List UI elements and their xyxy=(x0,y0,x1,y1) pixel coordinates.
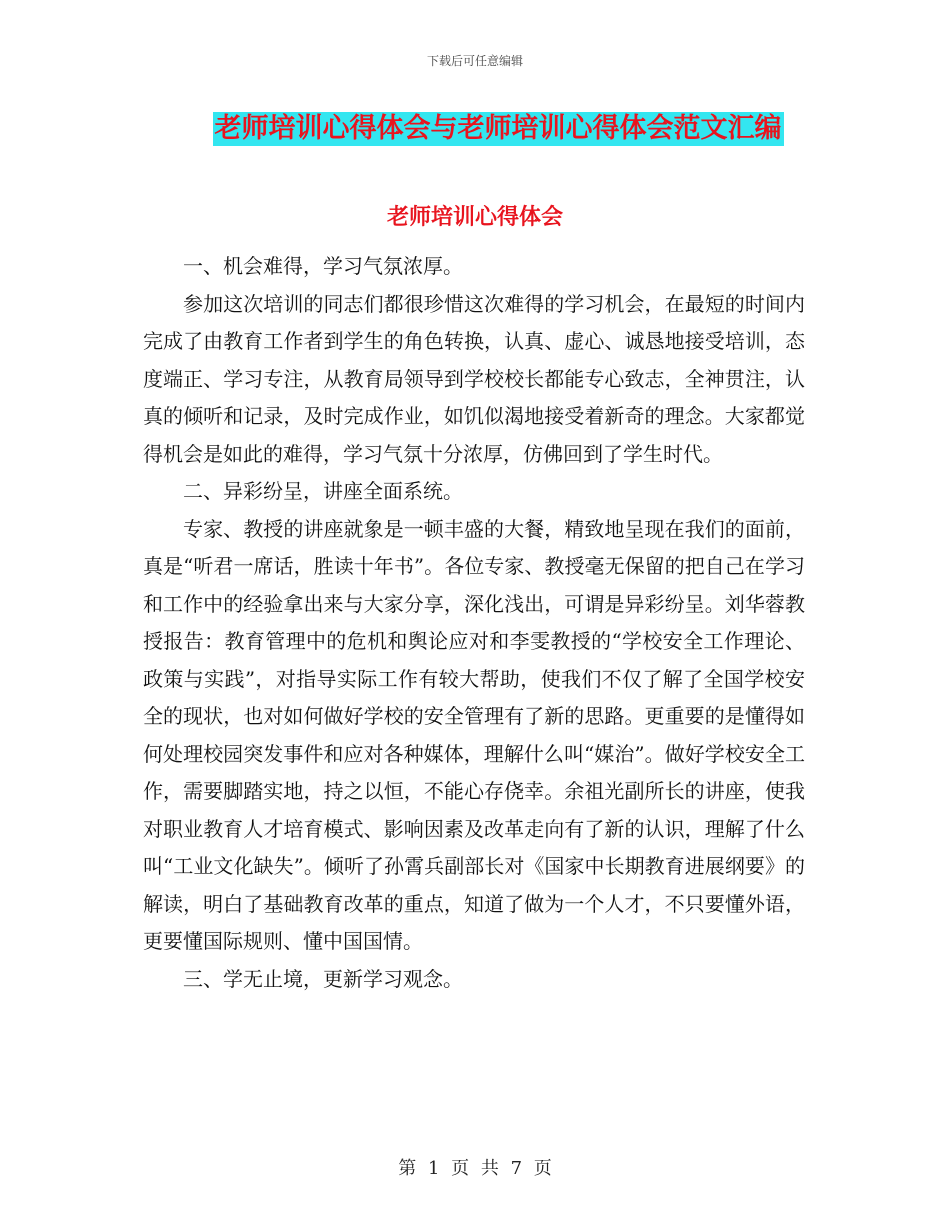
document-body xyxy=(143,248,805,998)
document-title-container xyxy=(0,112,950,146)
document-title: 老师培训心得体会与老师培训心得体会范文汇编 xyxy=(214,113,782,144)
paragraph-heading-1: 一、机会难得，学习气氛浓厚。 xyxy=(183,254,463,278)
page-header-note: 下载后可任意编辑 xyxy=(426,54,523,68)
paragraph: 专家、教授的讲座就象是一顿丰盛的大餐，精致地呈现在我们的面前，真是“听君一席话，胜读十年书”。各位专家、教授毫无保留的把自己在学习和工作中的经验拿出来与大家分享，深化浅出，可谓是异彩纷呈。刘华蓉教授报告：教育管理中的危机和舆论应对和李雯教授的“学校安全工作理论、政策与实践”，对指导实际工作有较大帮助，使我们不仅了解了全国学校安全的现状，也对如何做好学校的安全管理有了新的思路。更重要的是懂得如何处理校园突发事件和应对各种媒体，理解什么叫“媒治”。做好学校安全工作，需要脚踏实地，持之以恒，不能心存侥幸。余祖光副所长的讲座，使我对职业教育人才培育模式、影响因素及改革走向有了新的认识，理解了什么叫“工业文化缺失”。倾听了孙霄兵副部长对《国家中长期教育进展纲要》的解读，明白了基础教育改革的重点，知道了做为一个人才，不只要懂外语，更要懂国际规则、懂中国国情。 xyxy=(143,516,805,953)
paragraph-heading-3: 三、学无止境，更新学习观念。 xyxy=(183,966,463,991)
section-title: 老师培训心得体会 xyxy=(386,204,563,230)
paragraph-heading-2: 二、异彩纷呈，讲座全面系统。 xyxy=(183,479,463,503)
page-number-footer: 第 1 页 共 7 页 xyxy=(398,1158,552,1179)
paragraph: 参加这次培训的同志们都很珍惜这次难得的学习机会，在最短的时间内完成了由教育工作者到学生的角色转换，认真、虚心、诚恳地接受培训，态度端正、学习专注，从教育局领导到学校校长都能专心致志，全神贯注，认真的倾听和记录，及时完成作业，如饥似渴地接受着新奇的理念。大家都觉得机会是如此的难得，学习气氛十分浓厚，仿佛回到了学生时代。 xyxy=(143,291,805,466)
